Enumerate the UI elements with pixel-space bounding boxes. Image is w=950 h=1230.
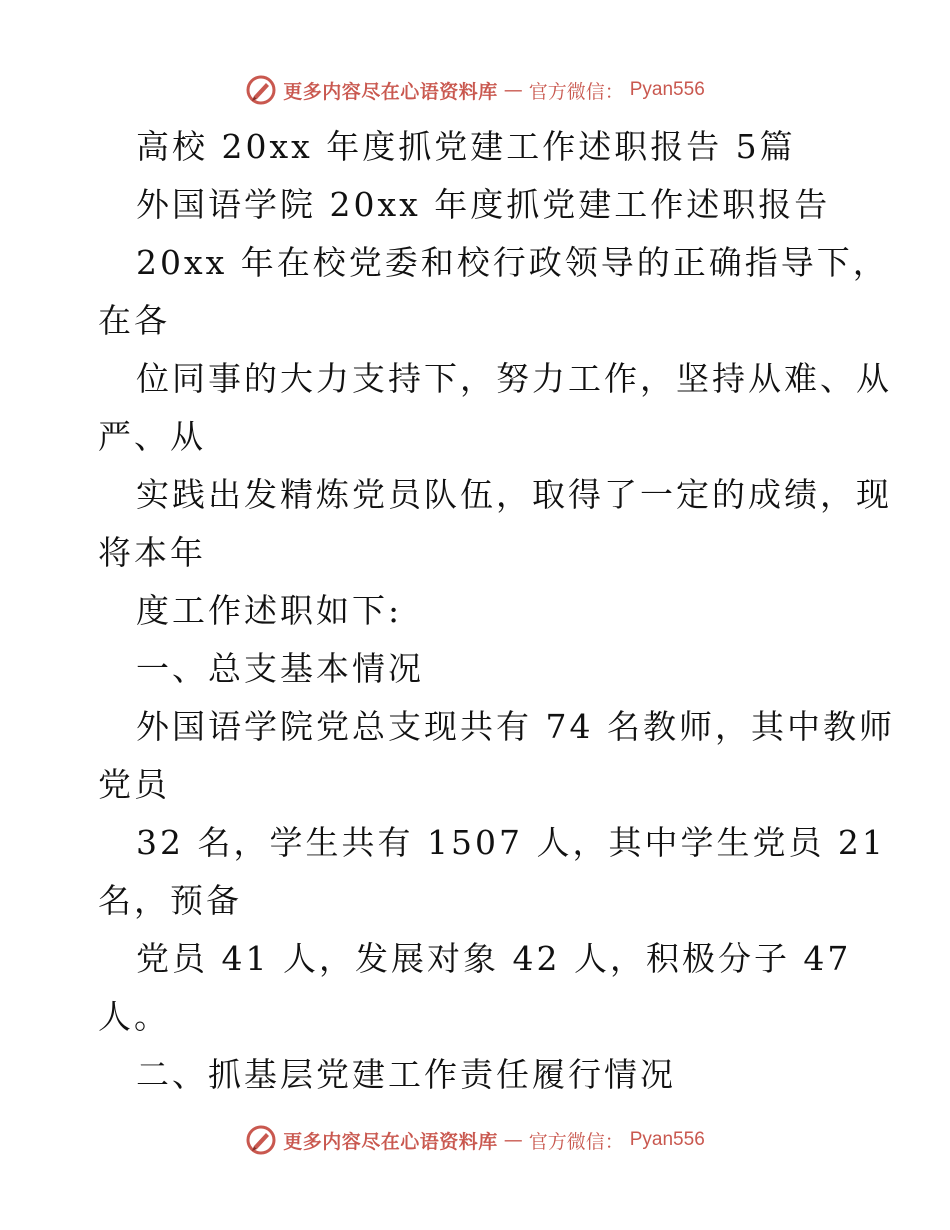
banner-wechat-label: 官方微信：: [528, 1130, 624, 1153]
text-line: 将本年: [98, 533, 206, 572]
text-line: 在各: [98, 301, 170, 340]
text-line: 二、抓基层党建工作责任履行情况: [136, 1055, 676, 1094]
document-body: [98, 118, 895, 1104]
text-line: 严、从: [98, 417, 206, 456]
banner-wechat-label: 官方微信：: [528, 80, 624, 103]
text-line: 党员: [98, 765, 170, 804]
text-line: 一、总支基本情况: [136, 649, 424, 688]
footer-banner: [0, 1120, 950, 1160]
text-line: 名，预备: [98, 881, 242, 920]
banner-text: 更多内容尽在心语资料库: [283, 1130, 498, 1153]
text-line: 实践出发精炼党员队伍，取得了一定的成绩，现: [136, 475, 892, 514]
text-line: 党员 41 人，发展对象 42 人，积极分子 47: [136, 939, 852, 978]
banner-separator: —: [503, 1129, 523, 1151]
pen-logo-icon: [245, 74, 277, 106]
banner-wechat-id: Pyan556: [629, 1129, 705, 1150]
text-line: 位同事的大力支持下，努力工作，坚持从难、从: [136, 359, 892, 398]
text-line: 度工作述职如下:: [136, 591, 403, 630]
text-line: 外国语学院 20xx 年度抓党建工作述职报告: [136, 185, 831, 224]
text-line: 外国语学院党总支现共有 74 名教师，其中教师: [136, 707, 895, 746]
banner-wechat-id: Pyan556: [629, 79, 705, 100]
text-line: 20xx 年在校党委和校行政领导的正确指导下，: [136, 243, 889, 282]
text-line: 高校 20xx 年度抓党建工作述职报告 5篇: [136, 127, 796, 166]
text-line: 人。: [98, 997, 170, 1036]
banner-separator: —: [503, 79, 523, 101]
text-line: 32 名，学生共有 1507 人，其中学生党员 21: [136, 823, 886, 862]
banner-text: 更多内容尽在心语资料库: [283, 80, 498, 103]
header-banner: [0, 70, 950, 110]
pen-logo-icon: [245, 1124, 277, 1156]
